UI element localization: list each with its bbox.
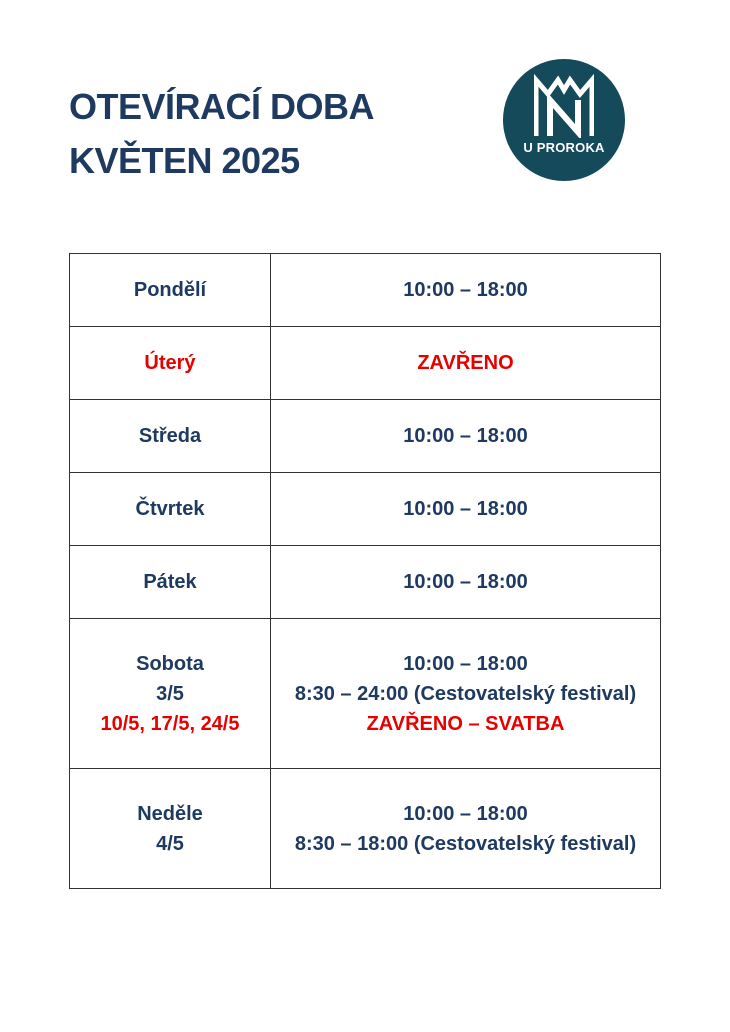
day-cell xyxy=(70,619,271,769)
table-row xyxy=(70,400,661,473)
table-row xyxy=(70,327,661,400)
hours-cell xyxy=(271,619,661,769)
hours-festival: 8:30 – 18:00 (Cestovatelský festival) xyxy=(294,832,637,855)
day-cell xyxy=(70,327,271,400)
table-row xyxy=(70,473,661,546)
hours-value: 10:00 – 18:00 xyxy=(403,802,528,825)
hours-cell xyxy=(271,473,661,546)
day-name: Čtvrtek xyxy=(135,498,205,520)
hours-value: ZAVŘENO xyxy=(417,352,514,374)
hours-festival: 8:30 – 24:00 (Cestovatelský festival) xyxy=(294,682,637,705)
hours-value: 10:00 – 18:00 xyxy=(403,652,528,675)
title-line-2: KVĚTEN 2025 xyxy=(69,140,300,181)
hours-value: 10:00 – 18:00 xyxy=(403,279,528,301)
hours-cell xyxy=(271,254,661,327)
logo-text: U PROROKA xyxy=(523,140,605,155)
hours-cell xyxy=(271,769,661,889)
building-n-icon xyxy=(534,74,594,138)
day-cell xyxy=(70,473,271,546)
day-cell xyxy=(70,546,271,619)
hours-value: 10:00 – 18:00 xyxy=(403,571,528,593)
day-date: 3/5 xyxy=(156,682,184,705)
page-title xyxy=(69,80,374,188)
table-row xyxy=(70,546,661,619)
day-name: Úterý xyxy=(144,352,196,374)
day-name: Sobota xyxy=(136,652,204,675)
day-name: Pondělí xyxy=(133,279,207,301)
day-cell xyxy=(70,254,271,327)
table-row xyxy=(70,254,661,327)
day-name: Pátek xyxy=(143,571,197,593)
day-date-closed: 10/5, 17/5, 24/5 xyxy=(100,712,240,735)
hours-value: 10:00 – 18:00 xyxy=(403,425,528,447)
day-date: 4/5 xyxy=(156,832,184,855)
day-cell xyxy=(70,400,271,473)
hours-cell xyxy=(271,327,661,400)
hours-closed: ZAVŘENO – SVATBA xyxy=(366,712,565,735)
opening-hours-table xyxy=(69,253,661,889)
hours-cell xyxy=(271,400,661,473)
hours-cell xyxy=(271,546,661,619)
day-name: Středa xyxy=(138,425,202,447)
day-name: Neděle xyxy=(137,802,203,825)
table-row xyxy=(70,619,661,769)
hours-value: 10:00 – 18:00 xyxy=(403,498,528,520)
logo xyxy=(503,59,625,181)
table-row xyxy=(70,769,661,889)
title-line-1: OTEVÍRACÍ DOBA xyxy=(69,86,375,127)
day-cell xyxy=(70,769,271,889)
